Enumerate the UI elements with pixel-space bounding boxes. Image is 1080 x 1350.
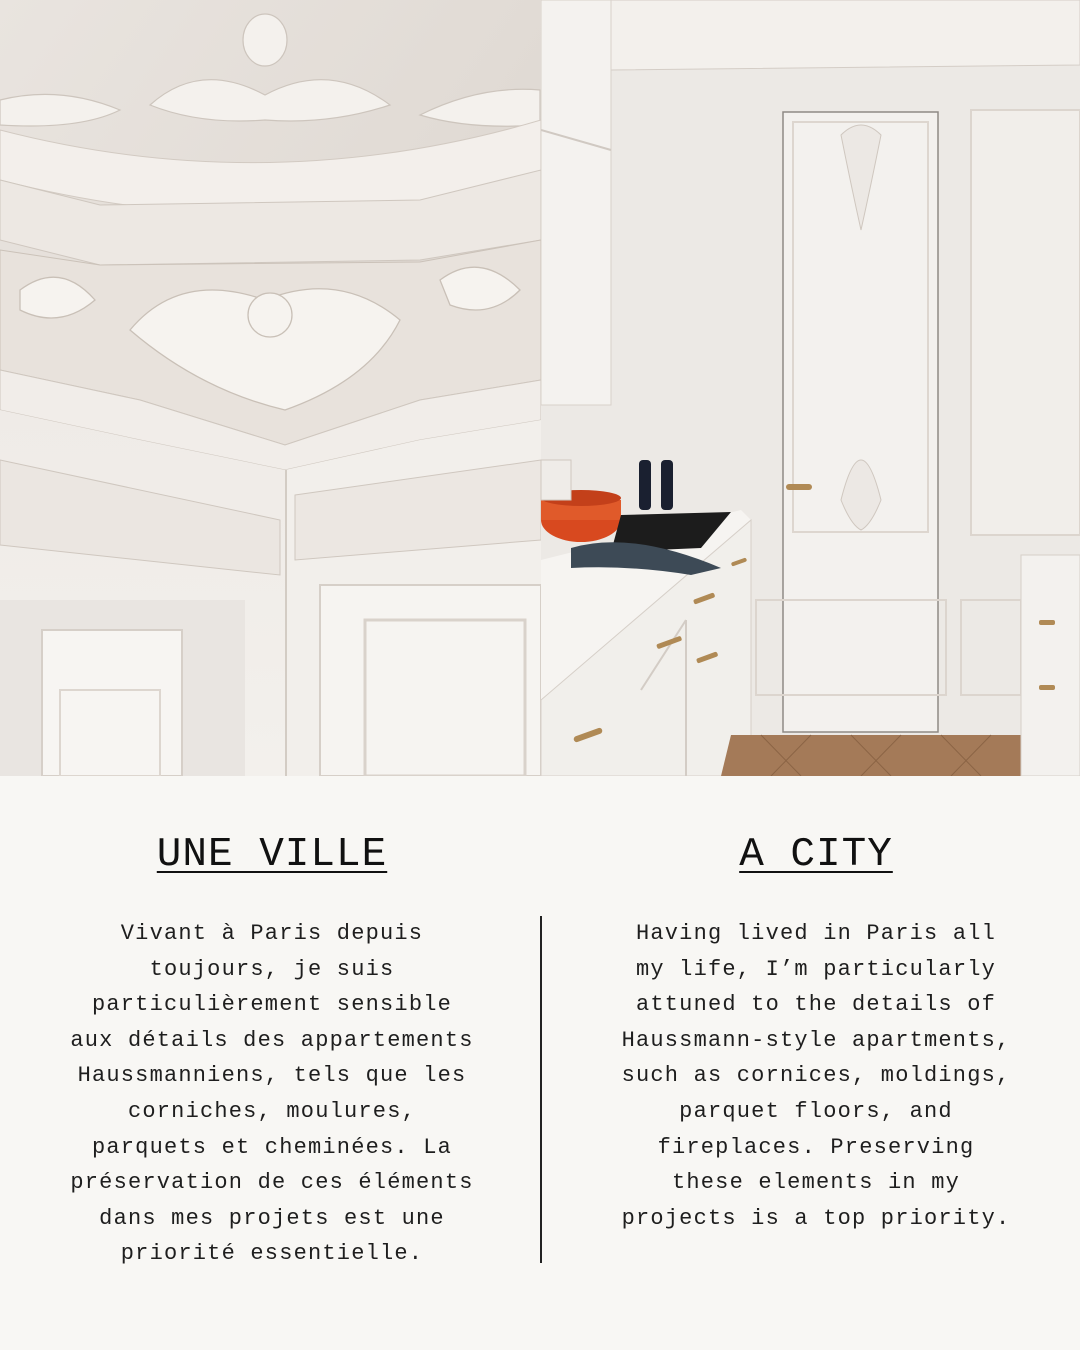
ceiling-molding-photo xyxy=(0,0,541,776)
french-heading: UNE VILLE xyxy=(156,832,388,878)
column-divider xyxy=(540,916,542,1263)
english-paragraph: Having lived in Paris all my life, I’m particularly attuned to the details of Haussmann-style apartments, such as cornices, moldings, parquet floors, and fireplaces. Preserving these elements in my projects is a top priority. xyxy=(621,921,1011,1231)
kitchen-photo xyxy=(541,0,1080,776)
english-heading: A CITY xyxy=(739,832,893,878)
french-column xyxy=(62,826,482,1272)
english-column xyxy=(606,826,1026,1236)
french-paragraph: Vivant à Paris depuis toujours, je suis particulièrement sensible aux détails des appartements Haussmanniens, tels que les corniches, moulures, parquets et cheminées. La préservation de ces éléments dans mes projets est une priorité essentielle. xyxy=(70,921,474,1267)
